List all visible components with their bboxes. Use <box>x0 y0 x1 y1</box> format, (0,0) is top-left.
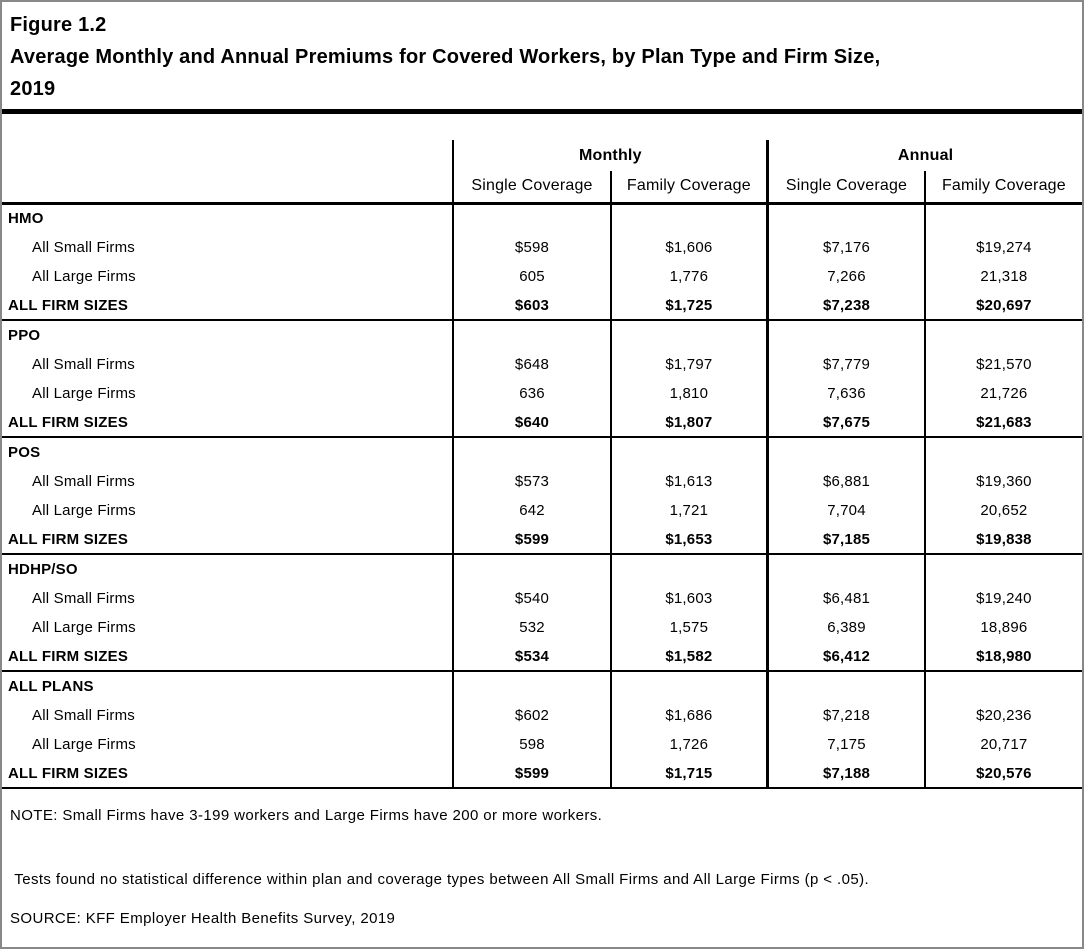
cell-value: 20,717 <box>925 730 1082 759</box>
cell-value: 1,721 <box>611 496 768 525</box>
cell-value: $1,613 <box>611 467 768 496</box>
cell-value: 605 <box>453 262 610 291</box>
figure-title: Average Monthly and Annual Premiums for Covered Workers, by Plan Type and Firm Size, <box>10 46 881 68</box>
column-header-annual-single: Single Coverage <box>768 171 925 203</box>
empty-cell <box>611 554 768 584</box>
section-name: POS <box>2 437 453 467</box>
empty-cell <box>925 554 1082 584</box>
cell-value: $20,576 <box>925 759 1082 788</box>
title-divider-rule <box>2 109 1082 114</box>
cell-value: 21,318 <box>925 262 1082 291</box>
table-row-total <box>2 642 1082 671</box>
row-label: ALL FIRM SIZES <box>2 291 453 320</box>
cell-value: 6,389 <box>768 613 925 642</box>
table-row <box>2 467 1082 496</box>
row-label: All Large Firms <box>2 613 453 642</box>
section-row-pos <box>2 437 1082 467</box>
empty-cell <box>768 554 925 584</box>
cell-value: $1,582 <box>611 642 768 671</box>
table-row-total <box>2 408 1082 437</box>
cell-value: $573 <box>453 467 610 496</box>
cell-value: $20,236 <box>925 701 1082 730</box>
cell-value: 1,726 <box>611 730 768 759</box>
table-row-total <box>2 291 1082 320</box>
cell-value: $20,697 <box>925 291 1082 320</box>
cell-value: $7,779 <box>768 350 925 379</box>
column-header-monthly-family: Family Coverage <box>611 171 768 203</box>
section-row-hdhpso <box>2 554 1082 584</box>
empty-cell <box>453 554 610 584</box>
cell-value: 7,704 <box>768 496 925 525</box>
cell-value: $6,412 <box>768 642 925 671</box>
row-label: All Small Firms <box>2 701 453 730</box>
empty-cell <box>768 203 925 233</box>
cell-value: 1,575 <box>611 613 768 642</box>
empty-cell <box>453 320 610 350</box>
cell-value: $1,606 <box>611 233 768 262</box>
section-row-ppo <box>2 320 1082 350</box>
row-label: ALL FIRM SIZES <box>2 759 453 788</box>
empty-corner-cell <box>2 140 453 171</box>
cell-value: 636 <box>453 379 610 408</box>
cell-value: 532 <box>453 613 610 642</box>
table-row <box>2 233 1082 262</box>
section-name: HMO <box>2 203 453 233</box>
table-row <box>2 262 1082 291</box>
cell-value: 21,726 <box>925 379 1082 408</box>
cell-value: $6,881 <box>768 467 925 496</box>
cell-value: $1,653 <box>611 525 768 554</box>
cell-value: 7,175 <box>768 730 925 759</box>
cell-value: $19,274 <box>925 233 1082 262</box>
cell-value: $1,797 <box>611 350 768 379</box>
figure-title-year: 2019 <box>10 78 56 100</box>
figure-label: Figure 1.2 <box>10 14 107 36</box>
row-label: All Large Firms <box>2 262 453 291</box>
cell-value: $540 <box>453 584 610 613</box>
empty-cell <box>768 437 925 467</box>
column-header-annual-family: Family Coverage <box>925 171 1082 203</box>
row-label: All Small Firms <box>2 584 453 613</box>
table-row <box>2 379 1082 408</box>
cell-value: $648 <box>453 350 610 379</box>
cell-value: $21,570 <box>925 350 1082 379</box>
row-label: All Small Firms <box>2 467 453 496</box>
section-name: HDHP/SO <box>2 554 453 584</box>
row-label: ALL FIRM SIZES <box>2 525 453 554</box>
cell-value: $534 <box>453 642 610 671</box>
cell-value: $602 <box>453 701 610 730</box>
cell-value: $1,725 <box>611 291 768 320</box>
cell-value: $1,686 <box>611 701 768 730</box>
cell-value: $7,176 <box>768 233 925 262</box>
cell-value: $1,807 <box>611 408 768 437</box>
cell-value: $19,838 <box>925 525 1082 554</box>
table-row <box>2 613 1082 642</box>
row-label: All Large Firms <box>2 496 453 525</box>
empty-cell <box>925 203 1082 233</box>
cell-value: $640 <box>453 408 610 437</box>
empty-cell <box>611 320 768 350</box>
cell-value: $7,218 <box>768 701 925 730</box>
cell-value: 1,810 <box>611 379 768 408</box>
cell-value: 642 <box>453 496 610 525</box>
cell-value: 7,266 <box>768 262 925 291</box>
cell-value: $603 <box>453 291 610 320</box>
sub-header-row <box>2 171 1082 203</box>
table-row-total <box>2 759 1082 788</box>
cell-value: $6,481 <box>768 584 925 613</box>
empty-cell <box>611 437 768 467</box>
premiums-table <box>2 140 1082 789</box>
column-group-annual: Annual <box>768 140 1082 171</box>
row-label: All Large Firms <box>2 730 453 759</box>
cell-value: $19,360 <box>925 467 1082 496</box>
cell-value: $1,715 <box>611 759 768 788</box>
empty-cell <box>453 203 610 233</box>
section-row-all-plans <box>2 671 1082 701</box>
cell-value: 7,636 <box>768 379 925 408</box>
empty-cell <box>768 671 925 701</box>
empty-cell <box>611 671 768 701</box>
figure-title-block <box>2 2 1082 105</box>
table-row-total <box>2 525 1082 554</box>
row-label: All Large Firms <box>2 379 453 408</box>
cell-value: 18,896 <box>925 613 1082 642</box>
empty-corner-cell <box>2 171 453 203</box>
footnotes <box>2 807 1082 927</box>
section-row-hmo <box>2 203 1082 233</box>
section-name: ALL PLANS <box>2 671 453 701</box>
note-text: NOTE: Small Firms have 3-199 workers and Large Firms have 200 or more workers. <box>10 807 603 824</box>
column-group-monthly: Monthly <box>453 140 767 171</box>
cell-value: $599 <box>453 525 610 554</box>
row-label: All Small Firms <box>2 350 453 379</box>
empty-cell <box>925 437 1082 467</box>
column-header-monthly-single: Single Coverage <box>453 171 610 203</box>
cell-value: $7,188 <box>768 759 925 788</box>
cell-value: $18,980 <box>925 642 1082 671</box>
cell-value: $21,683 <box>925 408 1082 437</box>
empty-cell <box>925 671 1082 701</box>
cell-value: $599 <box>453 759 610 788</box>
empty-cell <box>453 671 610 701</box>
empty-cell <box>925 320 1082 350</box>
table-row <box>2 584 1082 613</box>
cell-value: 20,652 <box>925 496 1082 525</box>
cell-value: $1,603 <box>611 584 768 613</box>
row-label: ALL FIRM SIZES <box>2 642 453 671</box>
empty-cell <box>611 203 768 233</box>
section-name: PPO <box>2 320 453 350</box>
cell-value: 598 <box>453 730 610 759</box>
cell-value: $7,675 <box>768 408 925 437</box>
table-row <box>2 701 1082 730</box>
cell-value: $19,240 <box>925 584 1082 613</box>
cell-value: $7,185 <box>768 525 925 554</box>
row-label: ALL FIRM SIZES <box>2 408 453 437</box>
table-row <box>2 350 1082 379</box>
table-row <box>2 730 1082 759</box>
empty-cell <box>768 320 925 350</box>
group-header-row <box>2 140 1082 171</box>
cell-value: 1,776 <box>611 262 768 291</box>
cell-value: $7,238 <box>768 291 925 320</box>
stat-test-text: Tests found no statistical difference within plan and coverage types between All Small Firms and All Large Firms (p < .05). <box>10 871 870 888</box>
row-label: All Small Firms <box>2 233 453 262</box>
source-text: SOURCE: KFF Employer Health Benefits Survey, 2019 <box>10 910 396 927</box>
cell-value: $598 <box>453 233 610 262</box>
empty-cell <box>453 437 610 467</box>
table-row <box>2 496 1082 525</box>
